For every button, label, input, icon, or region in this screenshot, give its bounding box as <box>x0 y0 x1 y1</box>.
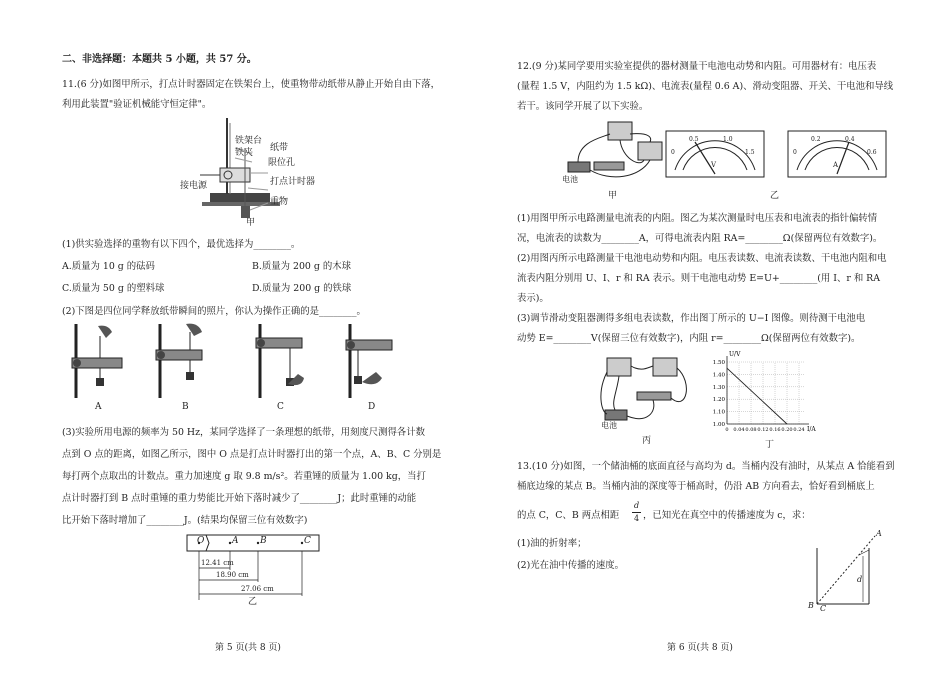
caption-yi: 乙 <box>248 597 258 607</box>
distance-ob: 18.90 cm <box>216 571 249 579</box>
label-weight: 重物 <box>270 197 289 207</box>
fraction-denominator: 4 <box>634 514 640 523</box>
q12-line3: 若干。该同学开展了以下实验。 <box>517 101 649 112</box>
tape-figure <box>186 532 321 607</box>
distance-oa: 12.41 cm <box>201 559 234 567</box>
label-limit-hole: 限位孔 <box>268 158 296 168</box>
q13-line2: 桶底边缘的某点 B。当桶内油的深度等于桶高时，仍沿 AB 方向看去，恰好看到桶底上 <box>517 481 875 492</box>
photo-label-c: C <box>277 402 284 412</box>
circuit-jia <box>560 118 670 188</box>
q11-part2: (2)下图是四位同学释放纸带瞬间的照片，你认为操作正确的是________。 <box>62 306 366 317</box>
q12-part2-line2: 流表内阻分别用 U、I、r 和 RA 表示。则干电池电动势 E=U+________(用 I、r 和 RA <box>517 273 881 284</box>
voltmeter <box>665 130 765 178</box>
x-tick-label: 0 <box>725 427 729 433</box>
option-b: B.质量为 200 g 的木球 <box>252 261 351 272</box>
volt-tick-10: 1.0 <box>723 136 733 143</box>
x-tick-label: 0.20 <box>781 427 793 433</box>
label-clamp: 铁夹 <box>235 148 254 158</box>
y-tick-label: 1.10 <box>712 409 725 416</box>
release-photo-b <box>150 322 210 400</box>
series-line <box>727 368 787 424</box>
point-o: O <box>197 536 205 546</box>
q11-part3-line3: 每打两个点取出的计数点。重力加速度 g 取 9.8 m/s²。若重锤的质量为 1.00 kg，当打 <box>62 471 426 482</box>
volt-tick-05: 0.5 <box>689 136 699 143</box>
release-photo-a <box>68 322 128 400</box>
photo-label-d: D <box>368 402 376 412</box>
q12-part2-line1: (2)用图丙所示电路测量干电池电动势和内阻。电压表读数、电流表读数、干电池内阻和电 <box>517 253 887 264</box>
label-timer: 打点计时器 <box>270 177 316 187</box>
q13-line3a: 的点 C，C、B 两点相距 <box>517 510 620 521</box>
page-number-left: 第 5 页(共 8 页) <box>215 643 281 653</box>
y-tick-label: 1.40 <box>712 372 725 379</box>
option-c: C.质量为 50 g 的塑料球 <box>62 283 165 294</box>
y-tick-label: 1.30 <box>712 384 725 391</box>
point-c: C <box>304 536 311 546</box>
photo-label-a: A <box>95 402 102 412</box>
distance-oc: 27.06 cm <box>241 585 274 593</box>
apparatus-figure <box>180 118 320 230</box>
circuit-bing <box>597 352 697 430</box>
q11-part1: (1)供实验选择的重物有以下四个，最优选择为________。 <box>62 239 301 250</box>
battery-label-bing: 电池 <box>601 421 617 430</box>
fraction-numerator: d <box>634 501 640 510</box>
fraction-bar <box>632 512 641 513</box>
oil-barrel-figure <box>807 528 882 613</box>
q11-part3-line5: 比开始下落时增加了________J。(结果均保留三位有效数字) <box>62 515 308 526</box>
label-power: 接电源 <box>180 181 208 191</box>
caption-bing: 丙 <box>642 436 652 446</box>
label-tape: 纸带 <box>270 143 289 153</box>
q13-line1: 13.(10 分)如图，一个储油桶的底面直径与高均为 d。当桶内没有油时，从某点 A 恰能看到 <box>517 461 895 472</box>
volt-tick-15: 1.5 <box>745 149 755 156</box>
y-axis-label: U/V <box>729 351 741 358</box>
q12-line1: 12.(9 分)某同学要用实验室提供的器材测量干电池电动势和内阻。可用器材有：电压表 <box>517 61 877 72</box>
q12-part2-line3: 表示)。 <box>517 293 549 304</box>
q12-part3-line1: (3)调节滑动变阻器测得多组电表读数，作出图丁所示的 U−I 图像。则待测干电池电 <box>517 313 866 324</box>
label-stand: 铁架台 <box>235 136 263 146</box>
ui-chart <box>703 350 816 435</box>
caption-yi-right: 乙 <box>770 191 780 201</box>
section-heading: 二、非选择题：本题共 5 小题，共 57 分。 <box>62 54 257 65</box>
q11-part3-line4: 点计时器打到 B 点时重锤的重力势能比开始下落时减少了________J；此时重锤的动能 <box>62 493 417 504</box>
amp-tick-0: 0 <box>793 149 797 156</box>
volt-unit: V <box>711 161 717 169</box>
caption-ding: 丁 <box>765 440 775 450</box>
page-number-right: 第 6 页(共 8 页) <box>667 643 733 653</box>
q13-sub1: (1)油的折射率； <box>517 538 587 549</box>
point-a: A <box>232 536 239 546</box>
x-axis-label: I/A <box>807 426 816 433</box>
amp-tick-04: 0.4 <box>845 136 855 143</box>
point-b: B <box>260 536 267 546</box>
point-a-label: A <box>876 529 882 538</box>
release-photo-d <box>340 322 400 400</box>
q13-line3b: ，已知光在真空中的传播速度为 c，求： <box>643 510 811 521</box>
x-tick-label: 0.24 <box>793 427 805 433</box>
height-d-label: d <box>857 575 863 584</box>
q12-part3-line2: 动势 E=________V(保留三位有效数字)，内阻 r=________Ω(保留两位有效数字)。 <box>517 333 861 344</box>
q12-line2: (量程 1.5 V，内阻约为 1.5 kΩ)、电流表(量程 0.6 A)、滑动变阻器、开关、干电池和导线 <box>517 81 894 92</box>
option-a: A.质量为 10 g 的砝码 <box>62 261 155 272</box>
volt-tick-0: 0 <box>671 149 675 156</box>
y-tick-label: 1.00 <box>712 422 725 428</box>
amp-tick-06: 0.6 <box>867 149 877 156</box>
point-c-label: C <box>820 604 827 613</box>
caption-jia-right: 甲 <box>608 191 618 201</box>
release-photo-c <box>250 322 310 400</box>
amp-unit: A <box>833 161 839 169</box>
point-b-label: B <box>808 601 814 610</box>
ammeter <box>787 130 887 178</box>
amp-tick-02: 0.2 <box>811 136 821 143</box>
photo-label-b: B <box>182 402 189 412</box>
ui-chart-svg <box>703 350 816 435</box>
q13-sub2: (2)光在油中传播的速度。 <box>517 560 625 571</box>
q12-part1-line1: (1)用图甲所示电路测量电流表的内阻。图乙为某次测量时电压表和电流表的指针偏转情 <box>517 213 878 224</box>
y-tick-label: 1.20 <box>712 397 725 404</box>
q11-part3-line1: (3)实验所用电源的频率为 50 Hz，某同学选择了一条理想的纸带，用刻度尺测得各计数 <box>62 427 426 438</box>
x-tick-label: 0.16 <box>769 427 781 433</box>
caption-jia: 甲 <box>246 218 256 228</box>
x-tick-label: 0.08 <box>745 427 757 433</box>
q12-part1-line2: 况，电流表的读数为________A，可得电流表内阻 RA=________Ω(保留两位有效数字)。 <box>517 233 883 244</box>
q11-part3-line2: 点到 O 点的距离，如图乙所示，图中 O 点是打点计时器打出的第一个点，A、B、C 分别是 <box>62 449 442 460</box>
right-page <box>475 0 950 673</box>
q11-line1: 11.(6 分)如图甲所示，打点计时器固定在铁架台上，使重物带动纸带从静止开始自由下落， <box>62 79 441 90</box>
q11-line2: 利用此装置"验证机械能守恒定律"。 <box>62 99 212 110</box>
option-d: D.质量为 200 g 的铁球 <box>252 283 352 294</box>
y-tick-label: 1.50 <box>712 360 725 366</box>
battery-label-jia: 电池 <box>562 175 578 184</box>
x-tick-label: 0.12 <box>757 427 769 433</box>
x-tick-label: 0.04 <box>733 427 745 433</box>
